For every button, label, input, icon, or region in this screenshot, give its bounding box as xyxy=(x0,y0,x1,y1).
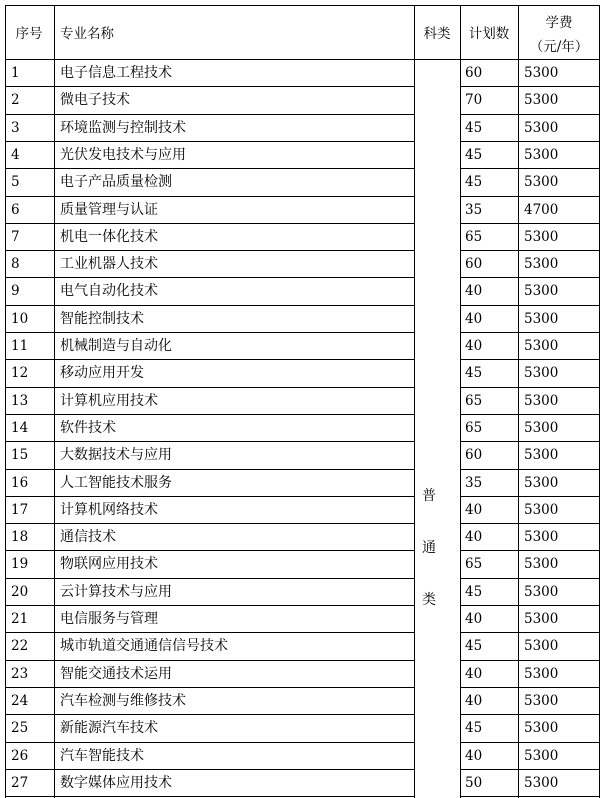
plan-count: 45 xyxy=(465,583,483,600)
row-divider xyxy=(460,578,600,579)
column-divider xyxy=(518,5,519,798)
row-divider xyxy=(460,168,600,169)
row-number: 21 xyxy=(11,611,29,627)
tuition-fee: 5300 xyxy=(524,338,559,354)
row-divider xyxy=(460,414,600,415)
row-number: 3 xyxy=(11,119,20,136)
tuition-fee: 5300 xyxy=(524,501,559,518)
major-name: 数字媒体应用技术 xyxy=(60,774,172,791)
row-divider xyxy=(5,141,414,142)
major-name: 电信服务与管理 xyxy=(60,611,158,627)
column-divider xyxy=(414,5,415,798)
row-number: 6 xyxy=(11,201,20,218)
header-fee-unit: （元/年） xyxy=(529,39,589,55)
row-divider xyxy=(5,86,414,87)
row-divider xyxy=(5,305,414,306)
tuition-fee: 5300 xyxy=(524,119,559,136)
tuition-fee: 5300 xyxy=(524,529,559,546)
row-divider xyxy=(460,441,600,442)
row-number: 2 xyxy=(11,92,20,109)
row-divider xyxy=(460,632,600,633)
plan-count: 40 xyxy=(465,283,483,300)
category-char: 普 xyxy=(422,488,436,504)
row-divider xyxy=(5,796,414,797)
major-name: 质量管理与认证 xyxy=(60,201,158,218)
plan-count: 35 xyxy=(465,201,483,218)
row-divider xyxy=(5,387,414,388)
row-divider xyxy=(5,277,414,278)
row-divider xyxy=(5,660,414,661)
row-divider xyxy=(460,223,600,224)
plan-count: 35 xyxy=(465,474,483,491)
plan-count: 45 xyxy=(465,638,483,655)
major-name: 电子信息工程技术 xyxy=(60,65,172,81)
major-name: 城市轨道交通通信信号技术 xyxy=(60,638,228,655)
tuition-fee: 5300 xyxy=(524,419,559,436)
row-divider xyxy=(5,578,414,579)
tuition-fee: 5300 xyxy=(524,474,559,491)
row-divider xyxy=(460,550,600,551)
header-category: 科类 xyxy=(423,26,451,42)
header-fee: 学费 xyxy=(545,15,573,31)
major-name: 移动应用开发 xyxy=(60,365,144,382)
row-divider xyxy=(5,496,414,497)
major-name: 机电一体化技术 xyxy=(60,228,158,245)
major-name: 智能交通技术运用 xyxy=(60,665,172,682)
row-divider xyxy=(5,196,414,197)
major-name: 光伏发电技术与应用 xyxy=(60,146,186,163)
major-name: 云计算技术与应用 xyxy=(60,583,172,600)
row-divider xyxy=(460,796,600,797)
row-divider xyxy=(5,114,414,115)
row-divider xyxy=(460,742,600,743)
tuition-fee: 5300 xyxy=(524,692,559,709)
tuition-fee: 5300 xyxy=(524,256,559,273)
row-divider xyxy=(5,414,414,415)
tuition-fee: 5300 xyxy=(524,638,559,655)
tuition-fee: 5300 xyxy=(524,583,559,600)
plan-count: 40 xyxy=(465,501,483,518)
row-divider xyxy=(460,469,600,470)
tuition-fee: 5300 xyxy=(524,720,559,737)
plan-count: 45 xyxy=(465,119,483,136)
plan-count: 65 xyxy=(465,228,483,245)
header-plan-count: 计划数 xyxy=(468,26,510,42)
plan-count: 65 xyxy=(465,556,483,573)
row-divider xyxy=(5,632,414,633)
major-name: 大数据技术与应用 xyxy=(60,447,172,464)
row-divider xyxy=(460,660,600,661)
plan-count: 45 xyxy=(465,146,483,163)
row-divider xyxy=(460,496,600,497)
major-name: 软件技术 xyxy=(60,419,116,436)
row-divider xyxy=(460,359,600,360)
major-name: 机械制造与自动化 xyxy=(60,338,172,354)
major-name: 汽车检测与维修技术 xyxy=(60,692,186,709)
row-divider xyxy=(460,687,600,688)
major-name: 电子产品质量检测 xyxy=(60,174,172,191)
row-divider xyxy=(5,469,414,470)
tuition-fee: 5300 xyxy=(524,174,559,191)
tuition-fee: 5300 xyxy=(524,747,559,764)
row-number: 22 xyxy=(11,638,29,655)
row-divider xyxy=(460,114,600,115)
row-divider xyxy=(5,441,414,442)
plan-count: 40 xyxy=(465,747,483,764)
major-name: 计算机网络技术 xyxy=(60,501,158,518)
tuition-fee: 5300 xyxy=(524,365,559,382)
row-number: 18 xyxy=(11,529,29,546)
row-number: 4 xyxy=(11,146,20,163)
header-major-name: 专业名称 xyxy=(60,26,114,42)
major-name: 通信技术 xyxy=(60,529,116,546)
tuition-fee: 5300 xyxy=(524,447,559,464)
major-name: 人工智能技术服务 xyxy=(60,474,172,491)
column-divider xyxy=(599,5,600,798)
row-divider xyxy=(460,387,600,388)
plan-count: 45 xyxy=(465,720,483,737)
row-divider xyxy=(460,523,600,524)
row-number: 25 xyxy=(11,720,29,737)
row-divider xyxy=(5,223,414,224)
plan-count: 45 xyxy=(465,365,483,382)
table-border-top xyxy=(5,5,600,6)
major-name: 微电子技术 xyxy=(60,92,130,109)
plan-count: 60 xyxy=(465,65,483,81)
row-number: 7 xyxy=(11,228,20,245)
plan-count: 60 xyxy=(465,447,483,464)
plan-count: 40 xyxy=(465,611,483,627)
row-number: 19 xyxy=(11,556,29,573)
row-divider xyxy=(460,196,600,197)
plan-count: 60 xyxy=(465,256,483,273)
major-name: 新能源汽车技术 xyxy=(60,720,158,737)
major-name: 汽车智能技术 xyxy=(60,747,144,764)
tuition-fee: 5300 xyxy=(524,92,559,109)
plan-count: 65 xyxy=(465,419,483,436)
tuition-fee: 5300 xyxy=(524,774,559,791)
tuition-fee: 4700 xyxy=(524,201,559,218)
row-divider xyxy=(5,168,414,169)
column-divider xyxy=(54,5,55,798)
row-divider xyxy=(460,769,600,770)
row-divider xyxy=(5,605,414,606)
tuition-fee: 5300 xyxy=(524,228,559,245)
row-number: 5 xyxy=(11,174,20,191)
tuition-fee: 5300 xyxy=(524,665,559,682)
row-divider xyxy=(5,687,414,688)
category-char: 类 xyxy=(422,592,436,608)
row-number: 1 xyxy=(11,65,20,81)
row-divider xyxy=(460,305,600,306)
tuition-fee: 5300 xyxy=(524,310,559,327)
plan-count: 40 xyxy=(465,310,483,327)
major-name: 物联网应用技术 xyxy=(60,556,158,573)
row-divider xyxy=(5,550,414,551)
plan-count: 70 xyxy=(465,92,483,109)
row-divider xyxy=(5,714,414,715)
plan-count: 40 xyxy=(465,529,483,546)
header-divider xyxy=(5,59,600,60)
row-divider xyxy=(5,332,414,333)
row-divider xyxy=(460,277,600,278)
row-divider xyxy=(460,605,600,606)
category-char: 通 xyxy=(422,540,436,556)
row-divider xyxy=(460,250,600,251)
major-name: 计算机应用技术 xyxy=(60,392,158,409)
row-number: 27 xyxy=(11,774,29,791)
major-name: 电气自动化技术 xyxy=(60,283,158,300)
row-number: 14 xyxy=(11,419,29,436)
row-number: 17 xyxy=(11,501,29,518)
row-divider xyxy=(460,86,600,87)
row-number: 12 xyxy=(11,365,29,382)
tuition-fee: 5300 xyxy=(524,611,559,627)
plan-count: 50 xyxy=(465,774,483,791)
tuition-fee: 5300 xyxy=(524,283,559,300)
plan-count: 40 xyxy=(465,692,483,709)
row-number: 13 xyxy=(11,392,29,409)
row-divider xyxy=(5,742,414,743)
column-divider xyxy=(460,5,461,798)
row-divider xyxy=(460,332,600,333)
plan-count: 40 xyxy=(465,665,483,682)
tuition-fee: 5300 xyxy=(524,556,559,573)
row-divider xyxy=(5,250,414,251)
column-divider xyxy=(5,5,6,798)
row-number: 26 xyxy=(11,747,29,764)
plan-count: 40 xyxy=(465,338,483,354)
tuition-fee: 5300 xyxy=(524,65,559,81)
plan-count: 65 xyxy=(465,392,483,409)
row-divider xyxy=(5,523,414,524)
row-divider xyxy=(5,769,414,770)
tuition-fee: 5300 xyxy=(524,392,559,409)
plan-count: 45 xyxy=(465,174,483,191)
row-number: 20 xyxy=(11,583,29,600)
row-divider xyxy=(5,359,414,360)
row-number: 10 xyxy=(11,310,29,327)
row-number: 9 xyxy=(11,283,20,300)
tuition-fee: 5300 xyxy=(524,146,559,163)
major-name: 智能控制技术 xyxy=(60,310,144,327)
row-divider xyxy=(460,141,600,142)
row-number: 15 xyxy=(11,447,29,464)
row-number: 11 xyxy=(11,338,29,354)
row-number: 24 xyxy=(11,692,29,709)
major-name: 工业机器人技术 xyxy=(60,256,158,273)
header-seq: 序号 xyxy=(15,26,43,42)
row-number: 16 xyxy=(11,474,29,491)
row-number: 23 xyxy=(11,665,29,682)
row-divider xyxy=(460,714,600,715)
major-name: 环境监测与控制技术 xyxy=(60,119,186,136)
row-number: 8 xyxy=(11,256,20,273)
